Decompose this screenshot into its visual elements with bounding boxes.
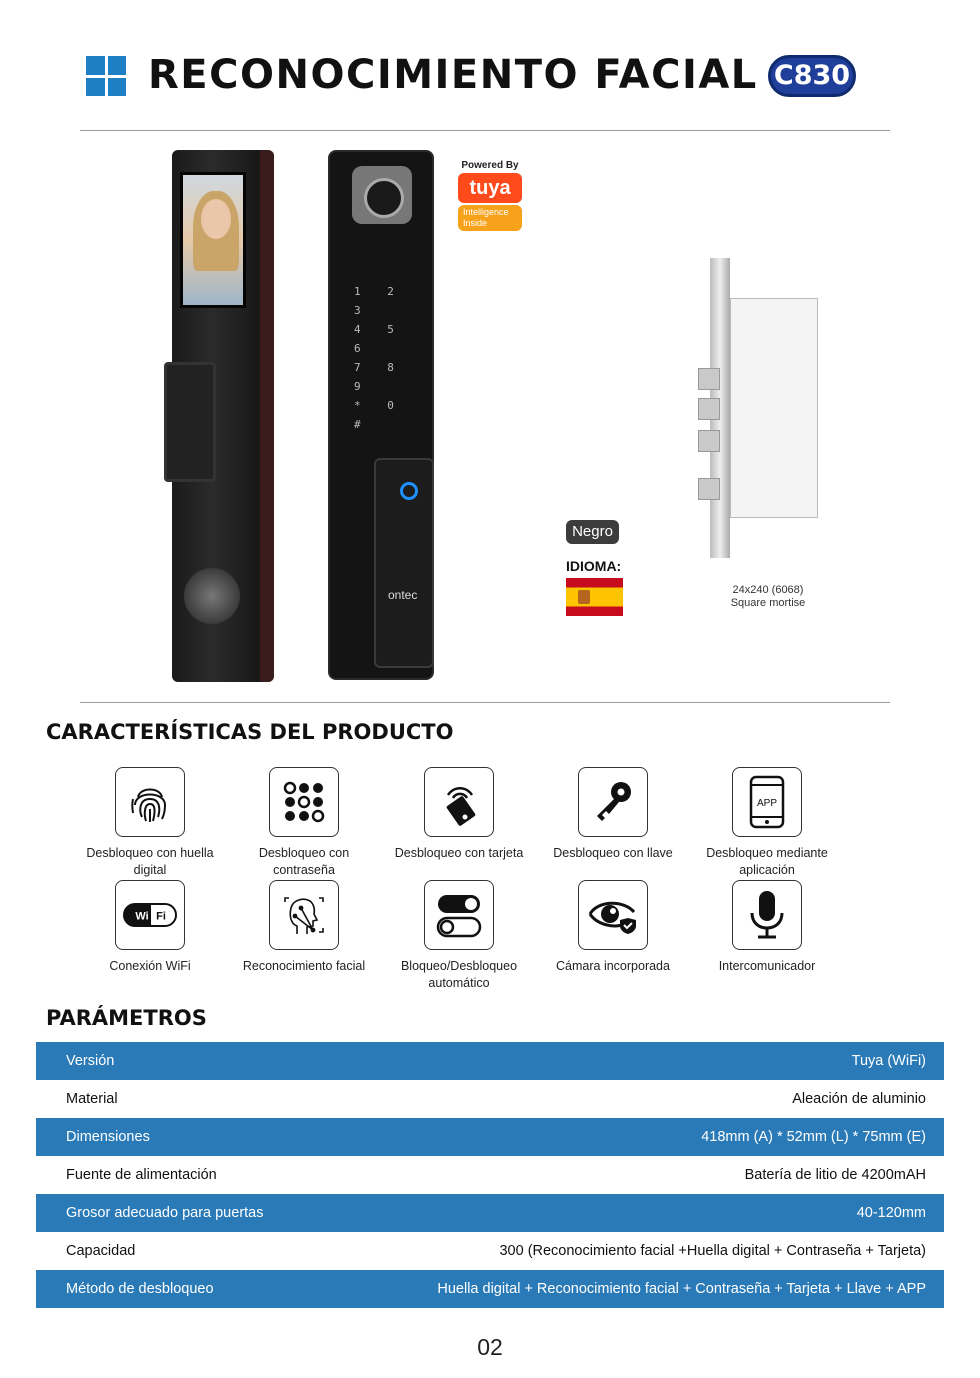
page-title: RECONOCIMIENTO FACIAL (148, 52, 758, 98)
mortise-caption: 24x240 (6068) Square mortise (730, 584, 806, 609)
microphone-icon (732, 880, 802, 950)
wifi-text-wi: Wi (135, 910, 149, 923)
param-label: Dimensiones (66, 1129, 150, 1145)
param-value: Tuya (WiFi) (851, 1053, 926, 1069)
param-label: Grosor adecuado para puertas (66, 1205, 264, 1221)
card-icon (424, 767, 494, 837)
feature-app: APP Desbloqueo mediante aplicación (692, 767, 842, 879)
key-icon (578, 767, 648, 837)
param-value: 300 (Reconocimiento facial +Huella digital + Contraseña + Tarjeta) (499, 1243, 926, 1259)
divider (80, 130, 890, 131)
app-icon-text: APP (756, 798, 778, 809)
param-row-unlock-method (36, 1270, 944, 1308)
param-value: 418mm (A) * 52mm (L) * 75mm (E) (701, 1129, 926, 1145)
param-label: Método de desbloqueo (66, 1281, 214, 1297)
phone-app-icon (732, 767, 802, 837)
param-row-version (36, 1042, 944, 1080)
wifi-text-fi: Fi (156, 910, 166, 923)
params-heading: PARÁMETROS (46, 1006, 207, 1030)
param-value: Huella digital + Reconocimiento facial + Contraseña + Tarjeta + Llave + APP (437, 1281, 926, 1297)
param-row-power (36, 1156, 944, 1194)
feature-password: Desbloqueo con contraseña (229, 767, 379, 879)
feature-card: Desbloqueo con tarjeta (384, 767, 534, 862)
param-label: Capacidad (66, 1243, 136, 1259)
param-label: Fuente de alimentación (66, 1167, 217, 1183)
param-row-material (36, 1080, 944, 1118)
feature-fingerprint: Desbloqueo con huella digital (75, 767, 225, 879)
lock-front-image (172, 150, 274, 682)
feature-wifi: Wi Fi Conexión WiFi (75, 880, 225, 975)
wifi-icon (115, 880, 185, 950)
param-value: Batería de litio de 4200mAH (744, 1167, 926, 1183)
param-value: 40-120mm (856, 1205, 926, 1221)
param-value: Aleación de aluminio (792, 1091, 926, 1107)
param-row-capacity (36, 1232, 944, 1270)
param-label: Material (66, 1091, 118, 1107)
eye-shield-icon (578, 880, 648, 950)
fingerprint-sensor-icon (400, 482, 418, 500)
param-row-door-thickness (36, 1194, 944, 1232)
feature-key: Desbloqueo con llave (538, 767, 688, 862)
lock-brand-label: ontec (388, 588, 418, 602)
color-badge: Negro (566, 520, 619, 544)
feature-camera: Cámara incorporada (538, 880, 688, 975)
spain-flag-icon (566, 578, 623, 616)
mortise-image (710, 258, 818, 558)
toggle-icon (424, 880, 494, 950)
model-badge: C830 (768, 55, 856, 97)
fingerprint-icon (115, 767, 185, 837)
param-label: Versión (66, 1053, 115, 1069)
feature-intercom: Intercomunicador (692, 880, 842, 975)
param-row-dimensions (36, 1118, 944, 1156)
feature-auto-lock: Bloqueo/Desbloqueo automático (384, 880, 534, 992)
brand-logo-icon (86, 56, 126, 96)
page-number: 02 (477, 1334, 503, 1360)
features-heading: CARACTERÍSTICAS DEL PRODUCTO (46, 720, 454, 744)
keypad-icon (269, 767, 339, 837)
lock-back-image: 1 2 3 4 5 6 7 8 9 * 0 # ontec (328, 150, 434, 680)
feature-face-recognition: Reconocimiento facial (229, 880, 379, 975)
tuya-logo: Powered By tuya Intelligence Inside (456, 160, 524, 240)
divider (80, 702, 890, 703)
language-label: IDIOMA: (566, 558, 622, 574)
face-scan-icon (269, 880, 339, 950)
